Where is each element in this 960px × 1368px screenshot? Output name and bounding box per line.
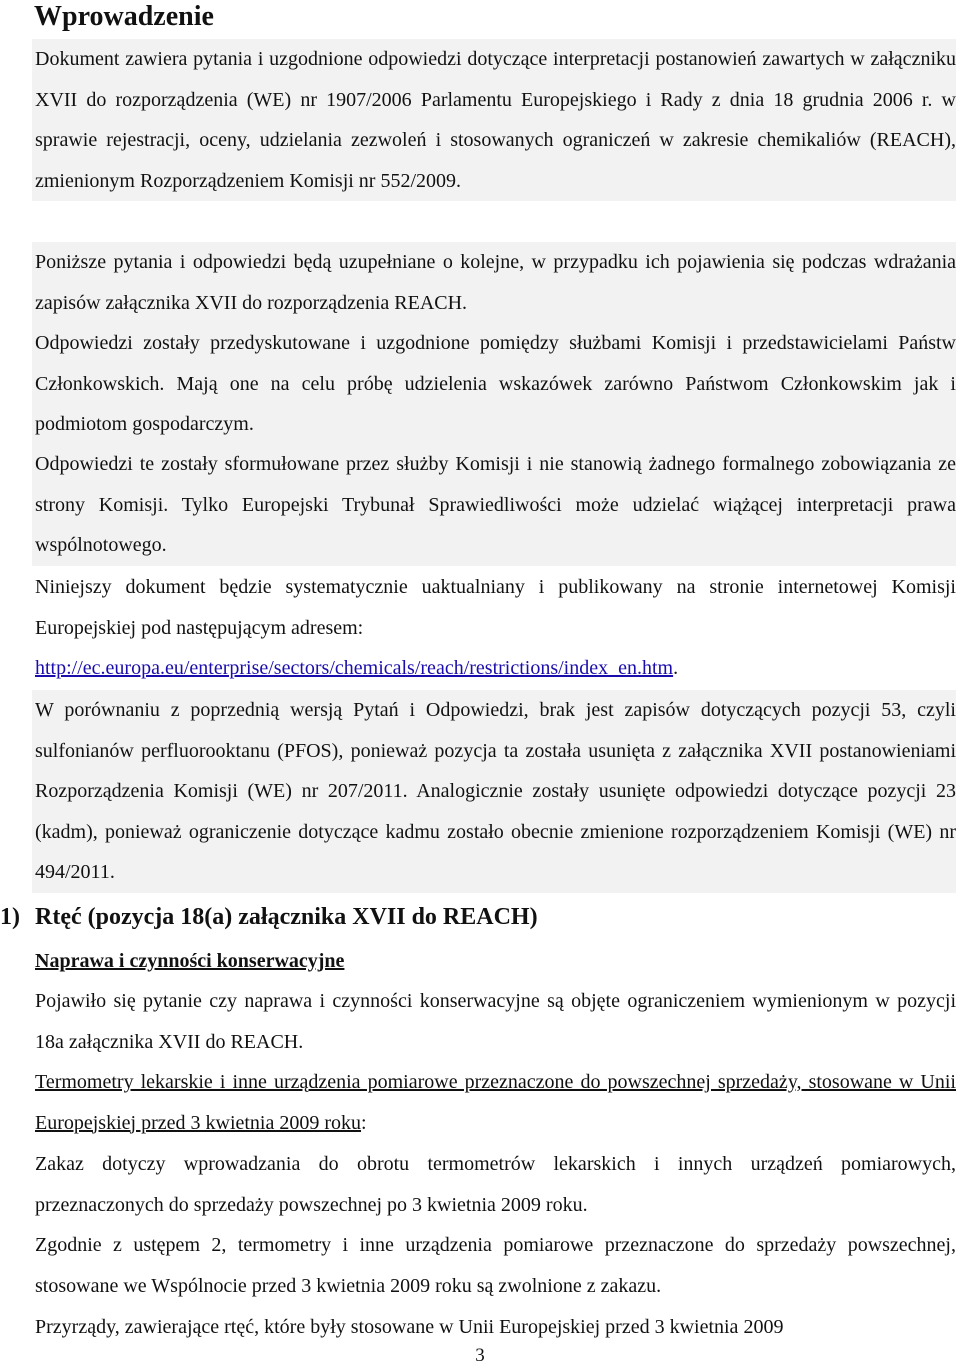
thermometers-heading-suffix: : (361, 1111, 367, 1134)
thermometers-heading (35, 1062, 956, 1143)
exemption-paragraph: Zgodnie z ustępem 2, termometry i inne urządzenia pomiarowe przeznaczone do sprzedaży powszechnej, stosowane we Wspólnocie przed 3 kwietnia 2009 roku są zwolnione z zakazu. (35, 1234, 956, 1297)
intro-paragraph-1: Dokument zawiera pytania i uzgodnione odpowiedzi dotyczące interpretacji postanowień zawartych w załączniku XVII do rozporządzenia (WE) nr 1907/2006 Parlamentu Europejskiego i Rady z dnia 18 grudnia 2006 r. w sprawie rejestracji, oceny, udzielania zezwoleń i stosowanych ograniczeń w zakresie chemikaliów (REACH), zmienionym Rozporządzeniem Komisji nr 552/2009. (32, 39, 956, 201)
intro-paragraph-5-text: Niniejszy dokument będzie systematycznie uaktualniany i publikowany na stronie internetowej Komisji Europejskiej pod następującym adresem: (35, 576, 956, 639)
intro-paragraph-3: Odpowiedzi zostały przedyskutowane i uzgodnione pomiędzy służbami Komisji i przedstawicielami Państw Członkowskich. Mają one na celu próbę udzielenia wskazówek zarówno Państwom Członkowskim jak i podmiotom gospodarczym. (32, 323, 956, 445)
page-number: 3 (475, 1345, 485, 1366)
reach-restrictions-link[interactable]: http://ec.europa.eu/enterprise/sectors/chemicals/reach/restrictions/index_en.htm (35, 657, 674, 679)
section-1-heading (0, 897, 538, 937)
page-title: Wprowadzenie (34, 1, 214, 32)
section-1-number: 1) (0, 904, 20, 930)
intro-paragraph-6: W porównaniu z poprzednią wersją Pytań i Odpowiedzi, brak jest zapisów dotyczących pozycji 53, czyli sulfonianów perfluorooktanu (PFOS), ponieważ pozycja ta została usunięta z załącznika XVII postanowieniami Rozporządzenia Komisji (WE) nr 207/2011. Analogicznie zostały usunięte odpowiedzi dotyczące pozycji 23 (kadm), ponieważ ograniczenie dotyczące kadmu zostało obecnie zmienione rozporządzeniem Komisji (WE) nr 494/2011. (32, 690, 956, 893)
thermometers-heading-text: Termometry lekarskie i inne urządzenia pomiarowe przeznaczone do powszechnej sprzedaży, stosowane w Unii Europejskiej przed 3 kwietnia 2009 roku (35, 1071, 956, 1134)
section-1-title: Rtęć (pozycja 18(a) załącznika XVII do REACH) (35, 904, 538, 930)
ban-paragraph: Zakaz dotyczy wprowadzania do obrotu termometrów lekarskich i innych urządzeń pomiarowych, przeznaczonych do sprzedaży powszechnej po 3 kwietnia 2009 roku. (35, 1153, 956, 1216)
intro-paragraph-5 (35, 567, 956, 689)
intro-paragraph-4: Odpowiedzi te zostały sformułowane przez służby Komisji i nie stanowią żadnego formalnego zobowiązania ze strony Komisji. Tylko Europejski Trybunał Sprawiedliwości może udzielać wiążącej interpretacji prawa wspólnotowego. (32, 444, 956, 566)
repair-question: Pojawiło się pytanie czy naprawa i czynności konserwacyjne są objęte ograniczeniem wymienionym w pozycji 18a załącznika XVII do REACH. (35, 990, 956, 1053)
link-suffix: . (673, 657, 679, 679)
instruments-paragraph: Przyrządy, zawierające rtęć, które były stosowane w Unii Europejskiej przed 3 kwietnia 2009 (35, 1316, 784, 1338)
repair-subheading: Naprawa i czynności konserwacyjne (35, 950, 345, 972)
intro-paragraph-2: Poniższe pytania i odpowiedzi będą uzupełniane o kolejne, w przypadku ich pojawienia się podczas wdrażania zapisów załącznika XVII do rozporządzenia REACH. (32, 242, 956, 323)
